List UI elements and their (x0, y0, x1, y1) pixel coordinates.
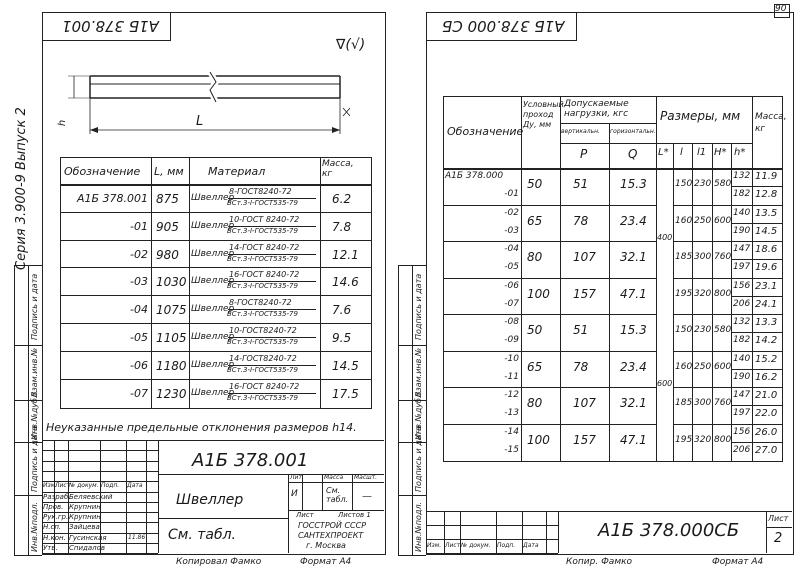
sig-grid-col (146, 440, 147, 553)
r-margin-label-signature2: Подпись и дата (414, 425, 423, 492)
r-cell-l1: 250 (694, 215, 712, 226)
title-scale-value: — (362, 491, 372, 502)
cell-material-bottom: ВСт.3-I-ГОСТ535-79 (227, 338, 298, 346)
cell-material-name: Швеллер (191, 220, 235, 231)
row-divider (731, 424, 782, 425)
r-sig-grid-col (546, 511, 547, 553)
row-divider (60, 379, 371, 380)
row-divider (60, 212, 371, 213)
cell-material-top: 14-ГОСТ8240-72 (229, 353, 297, 363)
r-cell-designation: -06 (504, 280, 519, 291)
r-header-l1: l1 (697, 147, 707, 158)
sig-role: Утв. (43, 544, 58, 552)
right-sheet-number: 2 (774, 531, 783, 546)
r-cell-H: 580 (714, 179, 732, 189)
cell-material-name: Швеллер (191, 359, 235, 370)
r-cell-H: 760 (714, 398, 732, 408)
cell-designation: -06 (130, 358, 148, 372)
r-cell-H: 600 (714, 215, 732, 226)
r-sig-col-header: Лист (445, 542, 461, 549)
header-mass: Масса, кг (322, 159, 354, 179)
header-designation: Обозначение (64, 165, 141, 178)
margin-label-inventory: Инв.№подл. (30, 501, 39, 552)
cell-mass: 14.5 (332, 358, 359, 373)
title-mass-label: Масса (324, 474, 344, 481)
r-cell-h: 206 (733, 298, 751, 309)
r-cell-h: 132 (733, 171, 751, 181)
row-divider (731, 205, 782, 206)
row-group-divider (443, 387, 656, 388)
sig-role: Пров. (43, 502, 64, 511)
r-cell-h: 140 (733, 207, 751, 218)
r-cell-mass: 12.8 (755, 189, 778, 201)
cell-material-name: Швеллер (191, 387, 235, 398)
r-header-P: P (580, 147, 588, 161)
r-cell-h: 132 (733, 317, 751, 327)
title-mass-value: См. табл. (326, 486, 349, 504)
row-group-divider (673, 351, 731, 352)
left-title-name: Швеллер (176, 492, 244, 508)
r-sig-col-header: № докум. (461, 542, 491, 549)
r-cell-h: 156 (733, 280, 751, 291)
right-sheet-label: Лист (768, 514, 789, 523)
r-cell-designation: -15 (504, 444, 519, 455)
r-cell-mass: 23.1 (755, 280, 778, 292)
row-divider (731, 241, 782, 242)
left-top-code: А1Б 378.001 (62, 17, 159, 35)
r-margin-label-inventory: Инв.№подл. (414, 501, 423, 552)
title-sheets-label: Листов 1 (338, 511, 371, 519)
r-cell-l: 160 (675, 361, 693, 372)
cell-material-bottom: ВСт.3-I-ГОСТ535-79 (227, 365, 298, 374)
cell-material-name: Швеллер (191, 332, 235, 342)
cell-mass: 12.1 (332, 247, 359, 262)
r-cell-designation: -14 (504, 426, 519, 437)
r-cell-l1: 300 (694, 252, 712, 262)
right-footer-copied: Копир. Фамко (566, 557, 633, 567)
sig-name: Зайцева (69, 523, 100, 532)
r-header-nominal: Условный проход Ду, мм (523, 100, 564, 129)
r-cell-H: 600 (714, 361, 732, 372)
r-cell-l1: 320 (694, 288, 712, 299)
r-cell-dn: 50 (527, 323, 543, 337)
sig-grid-col (126, 440, 127, 553)
r-cell-designation: -05 (504, 262, 519, 273)
r-cell-h: 156 (733, 426, 751, 437)
row-divider (731, 369, 782, 370)
sig-col-header: Дата (127, 482, 143, 490)
left-title-code: А1Б 378.001 (192, 450, 309, 471)
r-cell-mass: 14.2 (755, 335, 778, 347)
row-divider (731, 223, 782, 224)
r-cell-q: 23.4 (620, 359, 647, 374)
sig-col-header: Изм. (43, 482, 58, 490)
cell-length: 980 (156, 247, 179, 262)
r-cell-H: 800 (714, 288, 732, 299)
row-divider (731, 314, 782, 315)
cell-length: 1105 (156, 331, 187, 345)
row-divider (60, 295, 371, 296)
title-lit-label: Лит. (290, 474, 304, 481)
r-cell-l1: 230 (694, 179, 712, 189)
cell-mass: 7.8 (332, 219, 352, 234)
row-divider (731, 296, 782, 297)
r-cell-h: 197 (733, 408, 751, 419)
cell-length: 1230 (156, 386, 187, 401)
r-cell-designation: -03 (504, 225, 519, 236)
r-cell-l: 150 (675, 325, 693, 335)
r-cell-p: 78 (573, 213, 589, 228)
r-cell-mass: 18.6 (755, 244, 778, 255)
r-cell-h: 206 (733, 444, 751, 455)
r-cell-q: 23.4 (620, 213, 647, 228)
dim-h-label: h (57, 119, 69, 127)
r-cell-mass: 27.0 (755, 444, 778, 456)
r-cell-l1: 250 (694, 361, 712, 372)
sig-role: Н.кон. (43, 533, 66, 542)
r-cell-p: 51 (573, 177, 589, 191)
cell-mass: 6.2 (332, 192, 352, 206)
r-cell-l: 185 (675, 252, 693, 262)
r-cell-H: 760 (714, 252, 732, 262)
title-org-2: САНТЕХПРОЕКТ (298, 531, 364, 540)
r-cell-mass: 14.5 (755, 225, 778, 237)
r-sig-col-header: Дата (523, 542, 539, 549)
r-cell-designation: -13 (504, 408, 519, 419)
left-title-material: См. табл. (168, 527, 237, 543)
r-cell-dn: 65 (527, 359, 543, 374)
r-cell-h: 197 (733, 262, 751, 273)
r-cell-p: 107 (573, 250, 596, 264)
row-group-divider (673, 241, 731, 242)
r-sig-grid-line (426, 539, 558, 540)
L-value-600: 600 (657, 379, 673, 388)
margin-label-duplicate: Инв.№дубл. (30, 390, 39, 440)
sig-name: Спидалов (69, 544, 106, 552)
sig-col-header: Лист (55, 482, 71, 490)
sig-col-header: № докум. (69, 482, 99, 490)
sig-grid-line (42, 553, 158, 554)
margin-label-signature2: Подпись и дата (30, 425, 39, 492)
right-title-code: А1Б 378.000СБ (598, 520, 740, 541)
cell-length: 1180 (156, 358, 187, 373)
cell-material-top: 14-ГОСТ 8240-72 (229, 242, 300, 252)
r-cell-dn: 80 (527, 250, 543, 264)
r-sig-grid-line (426, 525, 558, 526)
cell-material-name: Швеллер (191, 276, 235, 287)
row-group-divider (443, 314, 656, 315)
r-cell-mass: 13.3 (755, 317, 778, 328)
r-cell-mass: 16.2 (755, 371, 778, 383)
r-cell-dn: 80 (527, 396, 543, 410)
sig-date: 11.86 (128, 533, 146, 541)
row-group-divider (443, 278, 656, 279)
cell-length: 905 (156, 219, 179, 234)
r-cell-l: 150 (675, 179, 693, 189)
r-cell-l: 195 (675, 434, 693, 445)
cell-designation: -04 (130, 303, 148, 317)
sig-col-header: Подп. (101, 482, 120, 490)
cell-material-bottom: ВСт.3-I-ГОСТ535-79 (227, 393, 298, 402)
cell-designation: -03 (130, 275, 148, 289)
r-cell-h: 190 (733, 225, 751, 236)
title-lit-value: И (291, 489, 298, 499)
cell-material-top: 10-ГОСТ8240-72 (229, 326, 297, 335)
r-header-h: h* (734, 147, 746, 158)
r-cell-designation: -04 (504, 244, 519, 254)
r-cell-designation: А1Б 378.000 (445, 171, 504, 181)
margin-label-signature: Подпись и дата (30, 273, 39, 340)
title-scale-label: Масшт. (354, 474, 378, 481)
dim-L-label: L (196, 114, 204, 129)
cell-material-top: 16-ГОСТ 8240-72 (229, 381, 300, 391)
left-footer-format: Формат А4 (300, 557, 352, 567)
r-cell-designation: -09 (504, 335, 519, 346)
cell-mass: 14.6 (332, 275, 359, 290)
right-top-code: А1Б 378.000 СБ (442, 17, 565, 35)
r-header-l: l (680, 147, 683, 158)
cell-length: 875 (156, 192, 179, 206)
sig-role: Разраб. (43, 492, 71, 501)
r-cell-l1: 300 (694, 398, 712, 408)
r-cell-h: 147 (733, 244, 751, 254)
sig-role: Рук.гр. (43, 513, 69, 522)
r-cell-h: 140 (733, 353, 751, 364)
r-sig-col-header: Изм. (427, 542, 442, 549)
row-divider (731, 332, 782, 333)
cell-material-name: Швеллер (191, 248, 235, 259)
r-cell-l1: 230 (694, 325, 712, 335)
r-cell-designation: -11 (504, 371, 519, 382)
row-group-divider (673, 278, 731, 279)
r-sig-grid-line (426, 511, 558, 512)
cell-designation: -02 (130, 247, 148, 261)
r-cell-h: 182 (733, 189, 751, 200)
cell-material-bottom: ВСт.3-I-ГОСТ535-79 (227, 310, 298, 319)
sig-name: Гусинская (69, 533, 107, 542)
row-divider (731, 259, 782, 260)
r-cell-dn: 100 (527, 286, 550, 301)
r-cell-p: 157 (573, 432, 596, 447)
r-cell-mass: 24.1 (755, 298, 778, 310)
row-group-divider (443, 205, 656, 206)
cell-material-bottom: ВСт.3-I-ГОСТ535-79 (227, 254, 298, 263)
sig-name: Крупнин (69, 502, 101, 511)
cell-material-name: Швеллер (191, 304, 235, 315)
r-cell-dn: 65 (527, 213, 543, 228)
r-header-designation: Обозначение (447, 125, 524, 138)
cell-material-name: Швеллер (191, 193, 235, 203)
channel-drawing (57, 62, 350, 142)
title-org-3: г. Москва (306, 541, 346, 550)
row-group-divider (673, 205, 731, 206)
r-cell-q: 15.3 (620, 177, 647, 191)
header-material: Материал (208, 165, 266, 178)
cell-length: 1075 (156, 303, 187, 318)
r-header-H: H* (714, 147, 727, 158)
r-cell-mass: 22.0 (755, 408, 778, 420)
sig-role: Н.сп. (43, 523, 62, 532)
r-sig-grid-line (426, 553, 558, 554)
r-header-Q: Q (628, 147, 638, 161)
row-group-divider (443, 351, 656, 352)
margin-label-replace: Взам.инв.№ (30, 347, 39, 397)
tolerance-note: Неуказанные предельные отклонения размеров h14. (46, 421, 357, 434)
series-label: Серия 3.900-9 Выпуск 2 (14, 107, 29, 270)
row-group-divider (443, 424, 656, 425)
r-header-horizontal: горизонтальн. (610, 128, 656, 135)
cell-material-top: 10-ГОСТ 8240-72 (229, 214, 300, 224)
r-cell-H: 800 (714, 434, 732, 445)
row-group-divider (673, 387, 731, 388)
r-header-vertical: вертикальн. (561, 128, 600, 135)
cell-mass: 7.6 (332, 303, 352, 318)
cell-material-bottom: ВСт.3-I-ГОСТ535-79 (227, 199, 298, 207)
cell-material-top: 8-ГОСТ8240-72 (229, 187, 292, 196)
row-divider (731, 278, 782, 279)
r-cell-mass: 15.2 (755, 353, 778, 365)
sig-name: Беляевский (69, 492, 113, 501)
r-sig-grid-col (558, 511, 559, 553)
r-cell-l1: 320 (694, 434, 712, 445)
r-cell-l: 195 (675, 288, 693, 299)
r-cell-designation: -10 (504, 353, 519, 364)
r-cell-mass: 11.9 (755, 171, 778, 182)
cell-mass: 9.5 (332, 331, 352, 345)
row-group-divider (443, 241, 656, 242)
r-cell-designation: -01 (504, 189, 519, 200)
cell-material-top: 8-ГОСТ8240-72 (229, 298, 292, 308)
sig-grid-col (158, 440, 159, 553)
row-divider (731, 442, 782, 443)
cell-material-bottom: ВСт.3-I-ГОСТ535-79 (227, 282, 298, 291)
row-divider (60, 240, 371, 241)
row-divider (60, 351, 371, 352)
r-cell-p: 157 (573, 286, 596, 301)
r-header-dimensions: Размеры, мм (660, 109, 741, 123)
r-cell-q: 47.1 (620, 432, 647, 447)
r-cell-designation: -02 (504, 207, 519, 218)
r-cell-dn: 50 (527, 177, 543, 191)
r-cell-l: 185 (675, 398, 693, 408)
r-cell-l: 160 (675, 215, 693, 226)
cell-designation: А1Б 378.001 (76, 192, 148, 205)
sig-name: Крупнин (69, 513, 101, 522)
cell-designation: -05 (130, 331, 148, 344)
right-spec-table (443, 96, 787, 462)
cell-material-bottom: ВСт.3-I-ГОСТ535-79 (227, 226, 298, 235)
r-cell-designation: -07 (504, 298, 519, 309)
r-cell-q: 15.3 (620, 323, 647, 337)
surface-roughness-mark: ∇(√) (336, 37, 366, 53)
r-header-mass: Масса, кг (755, 112, 787, 134)
cell-designation: -01 (130, 219, 148, 233)
r-cell-p: 51 (573, 323, 589, 337)
r-cell-H: 580 (714, 325, 732, 335)
r-cell-mass: 21.0 (755, 390, 778, 401)
r-margin-label-duplicate: Инв.№дубл. (414, 390, 423, 440)
right-footer-format: Формат А4 (712, 557, 764, 567)
row-divider (731, 351, 782, 352)
r-margin-label-replace: Взам.инв.№ (414, 347, 423, 397)
r-margin-label-signature: Подпись и дата (414, 273, 423, 340)
row-divider (731, 405, 782, 406)
r-cell-designation: -08 (504, 317, 519, 327)
title-sheet-label: Лист (296, 511, 314, 519)
r-cell-dn: 100 (527, 432, 550, 447)
r-cell-mass: 13.5 (755, 207, 778, 219)
row-divider (60, 267, 371, 268)
r-cell-h: 147 (733, 390, 751, 400)
left-footer-copied: Копировал Фамко (176, 557, 262, 567)
r-cell-p: 78 (573, 359, 589, 374)
r-cell-mass: 19.6 (755, 262, 778, 274)
r-cell-q: 47.1 (620, 286, 647, 301)
cell-mass: 17.5 (332, 386, 359, 401)
r-cell-h: 190 (733, 371, 751, 382)
r-cell-q: 32.1 (620, 396, 647, 410)
r-sig-col-header: Подп. (497, 542, 516, 549)
cell-designation: -07 (130, 386, 148, 400)
page-number: 90 (775, 4, 787, 14)
row-divider (731, 387, 782, 388)
r-header-L: L* (658, 147, 669, 158)
r-cell-designation: -12 (504, 390, 519, 400)
cell-length: 1030 (156, 275, 187, 290)
row-divider (60, 323, 371, 324)
row-divider (731, 186, 782, 187)
r-cell-h: 182 (733, 335, 751, 346)
header-length: L, мм (154, 165, 184, 178)
title-org-1: ГОССТРОЙ СССР (298, 521, 367, 530)
cell-material-top: 16-ГОСТ 8240-72 (229, 270, 300, 280)
r-cell-mass: 26.0 (755, 426, 778, 438)
r-cell-p: 107 (573, 396, 596, 410)
L-value-400: 400 (657, 233, 673, 242)
row-group-divider (673, 314, 731, 315)
r-header-loads: Допускаемые нагрузки, кгс (564, 99, 629, 119)
r-cell-q: 32.1 (620, 250, 647, 264)
row-group-divider (673, 424, 731, 425)
